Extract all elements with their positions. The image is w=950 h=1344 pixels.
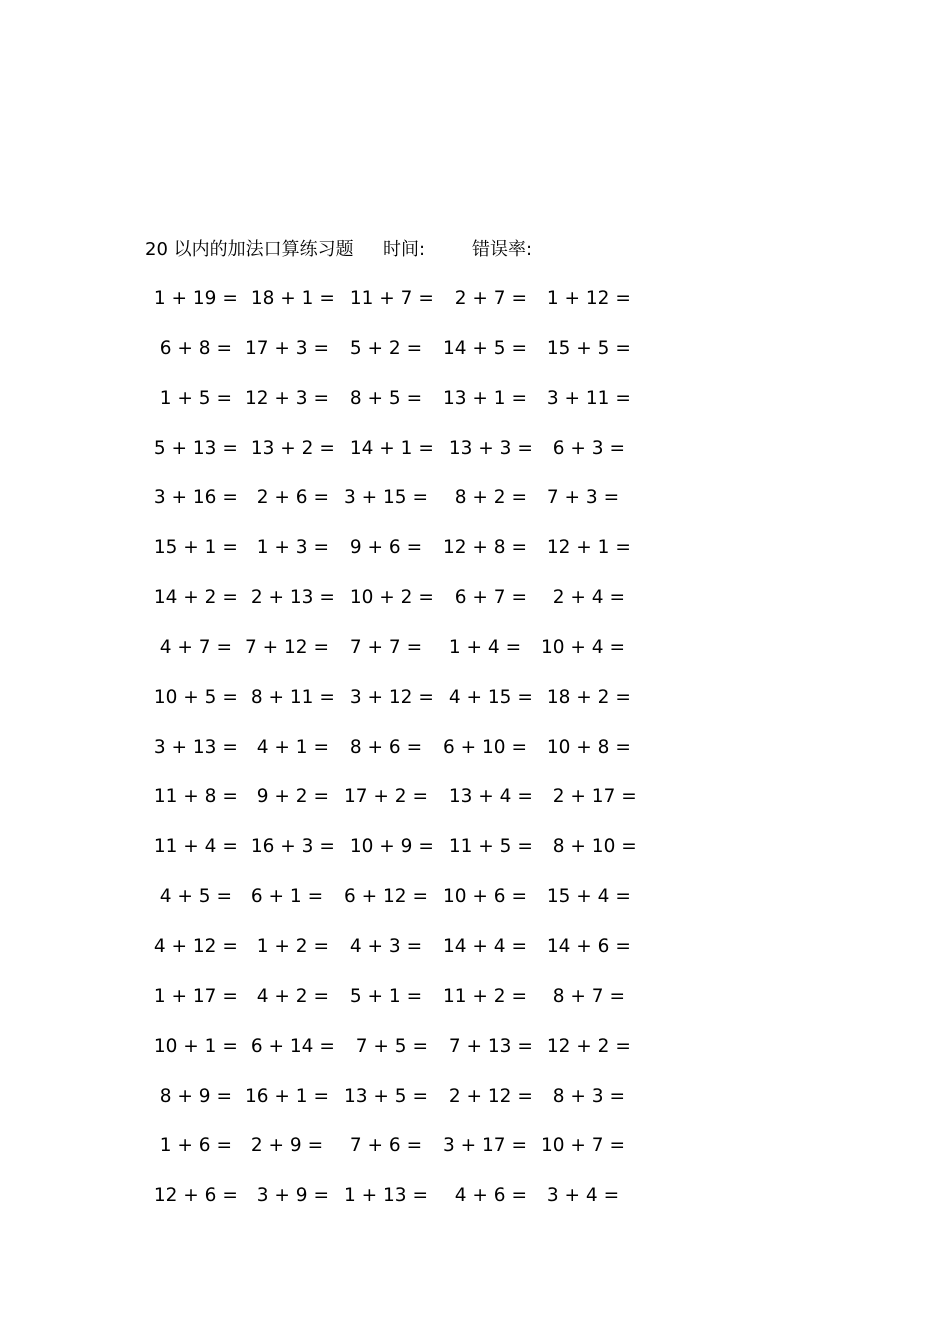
problem-item: 10 + 1 =	[148, 1035, 238, 1057]
problem-item: 3 + 4 =	[541, 1185, 620, 1207]
problem-item: 1 + 5 =	[148, 387, 232, 409]
problem-item: 12 + 8 =	[443, 537, 527, 559]
problem-item: 1 + 3 =	[245, 537, 329, 559]
problem-row	[148, 1033, 631, 1083]
problem-item: 11 + 4 =	[148, 836, 238, 858]
problem-item: 6 + 12 =	[344, 886, 428, 908]
problem-row	[148, 1083, 628, 1133]
problem-item: 1 + 17 =	[148, 985, 238, 1007]
problem-item: 14 + 1 =	[344, 437, 434, 459]
problem-row	[148, 534, 631, 584]
problem-item: 5 + 1 =	[344, 985, 423, 1007]
problem-row	[148, 983, 628, 1033]
problem-item: 3 + 15 =	[344, 487, 428, 509]
problem-item: 16 + 3 =	[245, 836, 335, 858]
problem-row	[148, 385, 631, 435]
problem-item: 7 + 7 =	[344, 636, 423, 658]
error-rate-label: 错误率:	[472, 239, 533, 260]
problem-item: 6 + 10 =	[443, 736, 527, 758]
problem-item: 4 + 2 =	[245, 985, 329, 1007]
problem-row	[148, 634, 628, 684]
problem-item: 8 + 3 =	[541, 1085, 625, 1107]
problem-item: 4 + 3 =	[344, 935, 423, 957]
problem-item: 10 + 6 =	[443, 886, 527, 908]
worksheet-title: 20 以内的加法口算练习题	[145, 239, 354, 260]
problem-item: 12 + 2 =	[541, 1035, 631, 1057]
problem-row	[148, 883, 631, 933]
problem-item: 12 + 3 =	[245, 387, 329, 409]
problem-row	[148, 285, 631, 335]
problem-item: 13 + 2 =	[245, 437, 335, 459]
problem-item: 7 + 5 =	[344, 1035, 428, 1057]
problem-item: 13 + 1 =	[443, 387, 527, 409]
problem-item: 4 + 5 =	[148, 886, 232, 908]
problem-grid	[148, 285, 637, 1232]
problem-item: 4 + 15 =	[443, 686, 533, 708]
problem-item: 4 + 12 =	[148, 935, 238, 957]
problem-item: 2 + 9 =	[245, 1135, 324, 1157]
problem-item: 8 + 7 =	[541, 985, 625, 1007]
problem-item: 7 + 13 =	[443, 1035, 533, 1057]
problem-item: 14 + 2 =	[148, 587, 238, 609]
problem-item: 2 + 7 =	[443, 288, 527, 309]
problem-item: 1 + 13 =	[344, 1185, 428, 1207]
problem-item: 6 + 8 =	[148, 337, 232, 359]
problem-item: 8 + 6 =	[344, 736, 423, 758]
problem-item: 4 + 6 =	[443, 1185, 527, 1207]
problem-row	[148, 833, 637, 883]
problem-row	[148, 584, 628, 634]
problem-item: 11 + 8 =	[148, 786, 238, 808]
problem-item: 1 + 4 =	[443, 636, 522, 658]
problem-item: 10 + 9 =	[344, 836, 434, 858]
problem-item: 3 + 16 =	[148, 487, 238, 509]
problem-item: 8 + 5 =	[344, 387, 423, 409]
problem-item: 10 + 8 =	[541, 736, 631, 758]
problem-item: 1 + 19 =	[148, 288, 238, 309]
problem-item: 18 + 2 =	[541, 686, 631, 708]
problem-item: 9 + 6 =	[344, 537, 423, 559]
problem-row	[148, 933, 631, 983]
problem-item: 7 + 3 =	[541, 487, 620, 509]
problem-item: 3 + 12 =	[344, 686, 434, 708]
problem-item: 13 + 5 =	[344, 1085, 428, 1107]
problem-item: 11 + 2 =	[443, 985, 527, 1007]
problem-item: 11 + 7 =	[344, 288, 434, 309]
problem-item: 10 + 7 =	[541, 1135, 625, 1157]
problem-row	[148, 484, 628, 534]
problem-item: 7 + 6 =	[344, 1135, 423, 1157]
problem-row	[148, 783, 637, 833]
problem-item: 4 + 1 =	[245, 736, 329, 758]
problem-item: 6 + 7 =	[443, 587, 527, 609]
problem-item: 9 + 2 =	[245, 786, 329, 808]
problem-item: 5 + 13 =	[148, 437, 238, 459]
problem-item: 2 + 17 =	[541, 786, 637, 808]
problem-item: 4 + 7 =	[148, 636, 232, 658]
problem-item: 8 + 2 =	[443, 487, 527, 509]
problem-item: 1 + 2 =	[245, 935, 329, 957]
problem-item: 14 + 6 =	[541, 935, 631, 957]
problem-item: 15 + 4 =	[541, 886, 631, 908]
problem-item: 10 + 5 =	[148, 686, 238, 708]
problem-item: 5 + 2 =	[344, 337, 423, 359]
problem-item: 16 + 1 =	[245, 1085, 329, 1107]
problem-item: 2 + 13 =	[245, 587, 335, 609]
problem-item: 7 + 12 =	[245, 636, 329, 658]
problem-item: 8 + 9 =	[148, 1085, 232, 1107]
problem-item: 2 + 4 =	[541, 587, 625, 609]
problem-item: 8 + 10 =	[541, 836, 637, 858]
problem-item: 3 + 9 =	[245, 1185, 329, 1207]
time-label: 时间:	[383, 239, 426, 260]
problem-item: 12 + 6 =	[148, 1185, 238, 1207]
problem-row	[148, 1132, 628, 1182]
problem-item: 15 + 5 =	[541, 337, 631, 359]
problem-item: 6 + 3 =	[541, 437, 625, 459]
problem-item: 8 + 11 =	[245, 686, 335, 708]
problem-row	[148, 734, 631, 784]
problem-item: 15 + 1 =	[148, 537, 238, 559]
problem-item: 2 + 6 =	[245, 487, 329, 509]
problem-item: 1 + 6 =	[148, 1135, 232, 1157]
problem-item: 10 + 2 =	[344, 587, 434, 609]
problem-item: 14 + 5 =	[443, 337, 527, 359]
problem-item: 13 + 3 =	[443, 437, 533, 459]
problem-item: 3 + 13 =	[148, 736, 238, 758]
problem-item: 6 + 14 =	[245, 1035, 335, 1057]
problem-item: 17 + 3 =	[245, 337, 329, 359]
problem-item: 1 + 12 =	[541, 288, 631, 309]
problem-item: 17 + 2 =	[344, 786, 428, 808]
problem-item: 14 + 4 =	[443, 935, 527, 957]
problem-item: 3 + 17 =	[443, 1135, 527, 1157]
problem-item: 10 + 4 =	[541, 636, 625, 658]
problem-item: 2 + 12 =	[443, 1085, 533, 1107]
problem-item: 6 + 1 =	[245, 886, 324, 908]
problem-item: 12 + 1 =	[541, 537, 631, 559]
problem-item: 3 + 11 =	[541, 387, 631, 409]
problem-row	[148, 684, 631, 734]
problem-item: 11 + 5 =	[443, 836, 533, 858]
problem-item: 13 + 4 =	[443, 786, 533, 808]
problem-row	[148, 335, 631, 385]
problem-item: 18 + 1 =	[245, 288, 335, 309]
problem-row	[148, 1182, 628, 1232]
problem-row	[148, 435, 628, 485]
